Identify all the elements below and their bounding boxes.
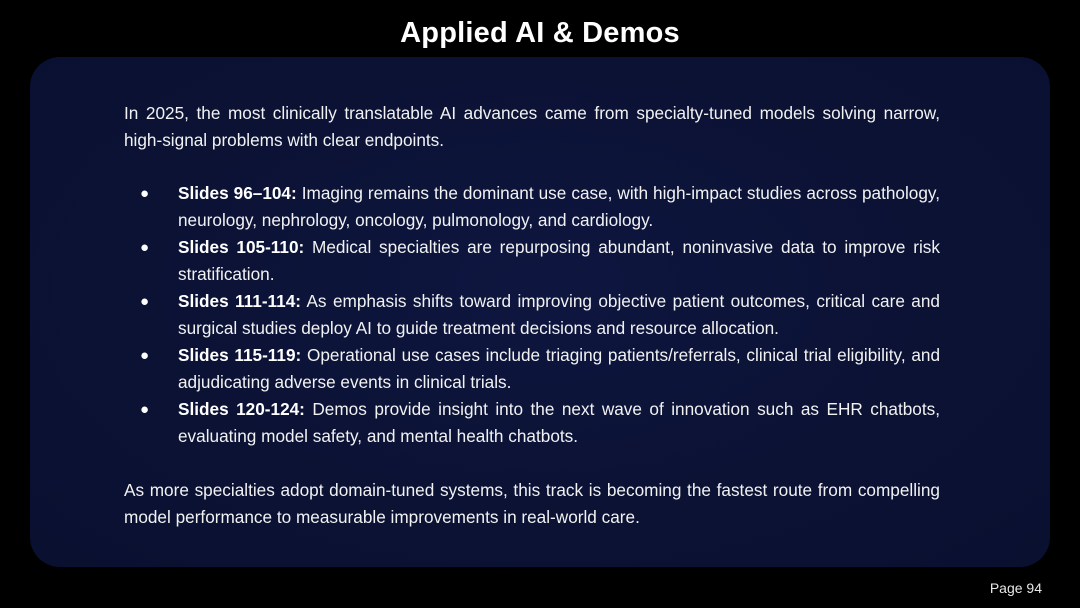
bullet-text: Medical specialties are repurposing abundant, noninvasive data to improve risk stratification. [178, 237, 940, 284]
bullet-lead: Slides 115-119: [178, 345, 302, 365]
conclusion-paragraph: As more specialties adopt domain-tuned systems, this track is becoming the fastest route from compelling model performance to measurable improvements in real-world care. [124, 480, 940, 527]
slide-title: Applied AI & Demos [400, 17, 680, 49]
bullet-item-5 [124, 396, 940, 450]
content-panel [30, 57, 1050, 567]
bullet-text: Demos provide insight into the next wave of innovation such as EHR chatbots, evaluating model safety, and mental health chatbots. [178, 399, 940, 446]
bullet-text: Operational use cases include triaging patients/referrals, clinical trial eligibility, and adjudicating adverse events in clinical trials. [178, 345, 941, 392]
bullet-lead: Slides 96–104: [178, 183, 297, 203]
bullet-text: Imaging remains the dominant use case, with high-impact studies across pathology, neurology, nephrology, oncology, pulmonology, and cardiology. [178, 183, 940, 230]
bullet-lead: Slides 111-114: [178, 291, 301, 311]
bullet-text: As emphasis shifts toward improving objective patient outcomes, critical care and surgical studies deploy AI to guide treatment decisions and resource allocation. [178, 291, 940, 338]
bullet-dot-icon: ● [140, 185, 150, 202]
bullet-item-4 [124, 342, 940, 396]
bullet-item-2 [124, 234, 940, 288]
content-body [124, 100, 940, 531]
bullet-item-1 [124, 180, 940, 234]
bullet-dot-icon: ● [140, 401, 150, 418]
bullet-dot-icon: ● [140, 347, 150, 364]
bullet-dot-icon: ● [140, 239, 150, 256]
bullet-lead: Slides 105-110: [178, 237, 305, 257]
bullet-item-3 [124, 288, 940, 342]
bullet-list [124, 180, 940, 450]
intro-paragraph: In 2025, the most clinically translatable AI advances came from specialty-tuned models solving narrow, high-signal problems with clear endpoints. [124, 103, 940, 150]
page-number: Page 94 [989, 580, 1042, 596]
bullet-lead: Slides 120-124: [178, 399, 305, 419]
bullet-dot-icon: ● [140, 293, 150, 310]
